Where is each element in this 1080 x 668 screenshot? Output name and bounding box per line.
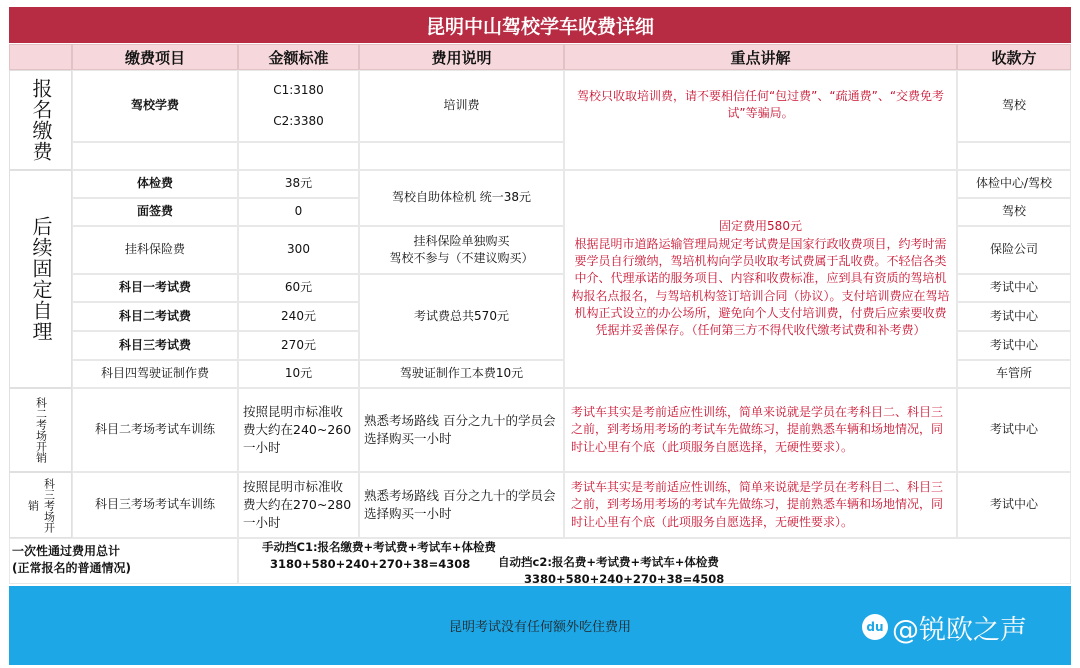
k2-train-amount: 按照昆明市标准收费大约在240~260一小时 bbox=[238, 388, 359, 472]
k3-payee: 考试中心 bbox=[957, 331, 1071, 360]
fixed-fees-note-title: 固定费用580元 bbox=[719, 219, 802, 234]
insurance-payee: 保险公司 bbox=[957, 226, 1071, 274]
k3-train-item: 科目三考场考试车训练 bbox=[72, 472, 238, 538]
summary-manual-calc: 3180+580+240+270+38=4308 bbox=[270, 557, 471, 572]
k2-item: 科目二考试费 bbox=[72, 302, 238, 331]
header-payee: 收款方 bbox=[957, 44, 1071, 70]
header-item: 缴费项目 bbox=[72, 44, 238, 70]
summary-auto-calc: 3380+580+240+270+38=4508 bbox=[524, 572, 725, 587]
summary-manual bbox=[262, 539, 496, 574]
visa-item: 面签费 bbox=[72, 198, 238, 226]
k3-train-payee: 考试中心 bbox=[957, 472, 1071, 538]
physical-desc: 驾校自助体检机 统一38元 bbox=[359, 170, 564, 226]
tuition-amount-c1: C1:3180 bbox=[273, 82, 324, 97]
summary-manual-title: 手动挡C1:报名缴费+考试费+考试车+体检费 bbox=[262, 540, 496, 554]
tuition-item-spacer bbox=[72, 142, 238, 170]
fixed-fees-note-body: 根据昆明市道路运输管理局规定考试费是国家行政收费项目，约考时需要学员自行缴纳，驾培机构向学员收取考试费属于乱收费。不轻信各类中介、代理承诺的服务项目、内容和收费标准，应到具有资质的驾培机构报名点报名，与驾培机构签订培训合同（协议）。支付培训费应在驾培机构正式设立的办公场所，避免向个人支付培训费，付费后应索要收费凭据并妥善保存。（任何第三方不得代收代缴考试费和补考费） bbox=[571, 236, 950, 338]
visa-amount: 0 bbox=[238, 198, 359, 226]
insurance-item: 挂科保险费 bbox=[72, 226, 238, 274]
k1-item: 科目一考试费 bbox=[72, 274, 238, 302]
header-desc: 费用说明 bbox=[359, 44, 564, 70]
header-note: 重点讲解 bbox=[564, 44, 957, 70]
k3-train-amount: 按照昆明市标准收费大约在270~280一小时 bbox=[238, 472, 359, 538]
k2-amount: 240元 bbox=[238, 302, 359, 331]
header-amount: 金额标准 bbox=[238, 44, 359, 70]
insurance-amount: 300 bbox=[238, 226, 359, 274]
tuition-amount-c2: C2:3380 bbox=[273, 114, 324, 128]
tuition-payee: 驾校 bbox=[957, 70, 1071, 142]
k4-amount: 10元 bbox=[238, 360, 359, 388]
section-followup: 后续固定自理 bbox=[9, 170, 72, 388]
k2-train-note: 考试车其实是考前适应性训练，简单来说就是学员在考科目二、科目三之前，到考场用考场的考试车先做练习，提前熟悉车辆和场地情况，同时让心里有个底（此项服务自愿选择，无硬性要求）。 bbox=[564, 388, 957, 472]
summary-auto-title: 自动挡c2:报名费+考试费+考试车+体检费 bbox=[498, 555, 719, 569]
k3-train-desc: 熟悉考场路线 百分之九十的学员会选择购买一小时 bbox=[359, 472, 564, 538]
watermark-text: @锐欧之声 bbox=[892, 614, 1027, 646]
k4-desc: 驾驶证制作工本费10元 bbox=[359, 360, 564, 388]
tuition-payee-spacer bbox=[957, 142, 1071, 170]
k1-payee: 考试中心 bbox=[957, 274, 1071, 302]
fixed-fees-note bbox=[564, 170, 957, 388]
k2-train-payee: 考试中心 bbox=[957, 388, 1071, 472]
k4-payee: 车管所 bbox=[957, 360, 1071, 388]
k3-train-note: 考试车其实是考前适应性训练，简单来说就是学员在考科目二、科目三之前，到考场用考场的考试车先做练习，提前熟悉车辆和场地情况，同时让心里有个底（此项服务自愿选择，无硬性要求）。 bbox=[564, 472, 957, 538]
tuition-item: 驾校学费 bbox=[72, 70, 238, 142]
section-registration: 报名缴费 bbox=[9, 70, 72, 170]
tuition-amount-spacer bbox=[238, 142, 359, 170]
k2-payee: 考试中心 bbox=[957, 302, 1071, 331]
k2-train-desc: 熟悉考场路线 百分之九十的学员会选择购买一小时 bbox=[359, 388, 564, 472]
summary-label-line1: 一次性通过费用总计 bbox=[12, 544, 121, 558]
k4-item: 科目四驾驶证制作费 bbox=[72, 360, 238, 388]
exam-desc: 考试费总共570元 bbox=[359, 274, 564, 360]
physical-payee: 体检中心/驾校 bbox=[957, 170, 1071, 198]
section-k2-venue: 科二考场开销 bbox=[9, 388, 72, 472]
summary-label bbox=[9, 538, 238, 584]
k1-amount: 60元 bbox=[238, 274, 359, 302]
summary-auto bbox=[498, 554, 724, 589]
k3-item: 科目三考试费 bbox=[72, 331, 238, 360]
tuition-desc: 培训费 bbox=[359, 70, 564, 142]
visa-payee: 驾校 bbox=[957, 198, 1071, 226]
header-blank bbox=[9, 44, 72, 70]
page-title: 昆明中山驾校学车收费详细 bbox=[9, 7, 1071, 43]
summary-label-line2: (正常报名的普通情况) bbox=[12, 561, 131, 576]
insurance-desc: 挂科保险单独购买 驾校不参与（不建议购买） bbox=[359, 226, 564, 274]
tuition-note: 驾校只收取培训费，请不要相信任何“包过费”、“疏通费”、“交费免考试”等骗局。 bbox=[564, 70, 957, 170]
baidu-paw-icon: du bbox=[862, 614, 888, 640]
tuition-desc-spacer bbox=[359, 142, 564, 170]
k2-train-item: 科目二考场考试车训练 bbox=[72, 388, 238, 472]
physical-item: 体检费 bbox=[72, 170, 238, 198]
footer-text: 昆明考试没有任何额外吃住费用 bbox=[448, 620, 631, 635]
physical-amount: 38元 bbox=[238, 170, 359, 198]
k3-amount: 270元 bbox=[238, 331, 359, 360]
tuition-amount bbox=[238, 70, 359, 142]
watermark bbox=[862, 612, 1027, 646]
section-k3-venue: 科三考场开销 bbox=[9, 472, 72, 538]
